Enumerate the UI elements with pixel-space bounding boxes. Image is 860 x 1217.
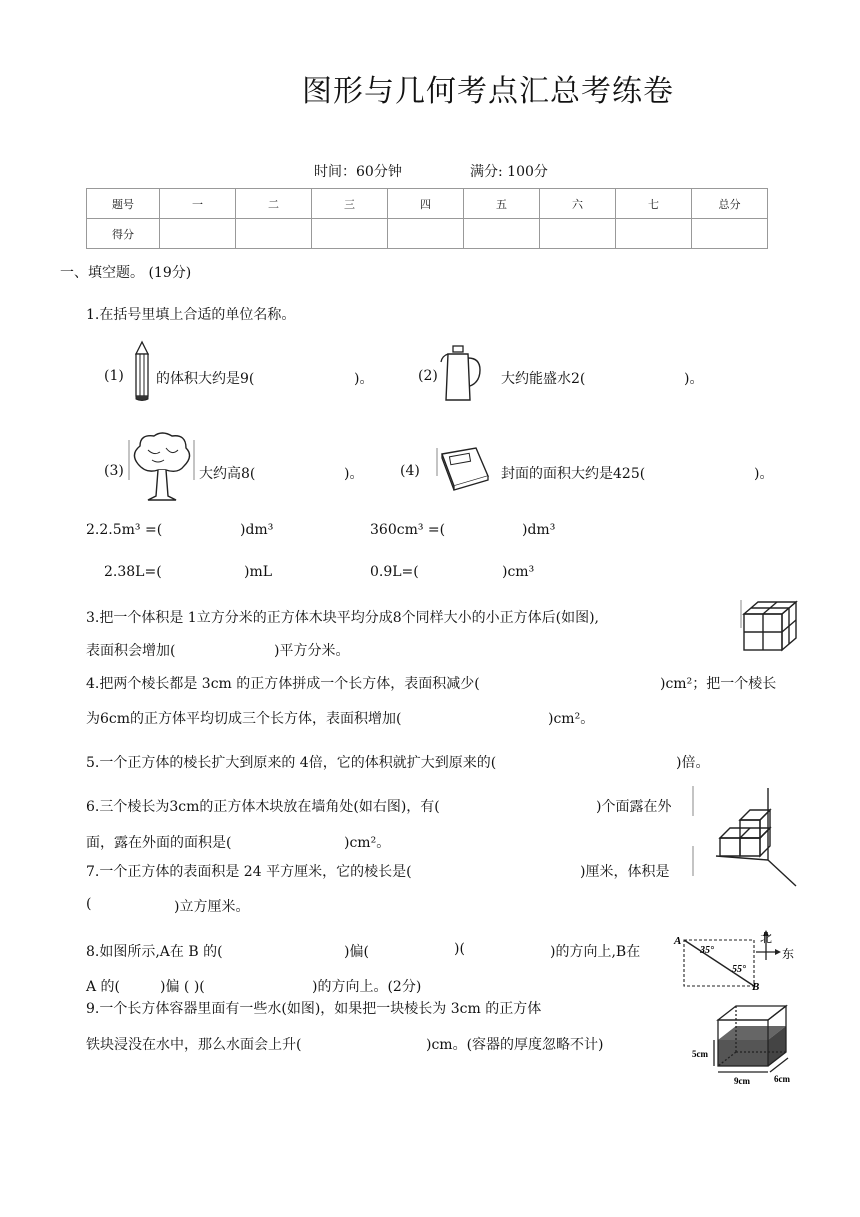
- height-label: 5cm: [692, 1049, 708, 1059]
- header-cell: 三: [312, 189, 388, 219]
- corner-cubes-icon: [690, 786, 800, 888]
- q2b2-end: )cm³: [502, 564, 535, 580]
- q1d-number: (4): [400, 463, 420, 479]
- score-table: [86, 188, 768, 249]
- q8-line1-c: )(: [454, 941, 465, 957]
- score-cell[interactable]: [464, 219, 540, 249]
- q5-end: )倍。: [676, 755, 710, 771]
- point-a-label: A: [674, 935, 682, 947]
- north-label: 北: [760, 931, 773, 945]
- tree-icon: [128, 430, 196, 504]
- direction-diagram: [670, 926, 800, 992]
- q6-line2: 面，露在外面的面积是(: [86, 835, 232, 851]
- water-container-diagram: [690, 1000, 800, 1090]
- q8-line2-b: )偏 ( )(: [160, 979, 205, 995]
- header-cell: 四: [388, 189, 464, 219]
- q4-line2-end: )cm²。: [548, 711, 595, 727]
- score-table-row: [87, 219, 768, 249]
- q3-line1: 3.把一个体积是 1立方分米的正方体木块平均分成8个同样大小的小正方体后(如图),: [86, 610, 599, 626]
- point-b-label: B: [752, 981, 760, 992]
- row-label: 得分: [87, 219, 160, 249]
- q5-text: 5.一个正方体的棱长扩大到原来的 4倍，它的体积就扩大到原来的(: [86, 755, 497, 771]
- q6-line1: 6.三个棱长为3cm的正方体木块放在墙角处(如右图)，有(: [86, 799, 440, 815]
- q1c-number: (3): [104, 463, 124, 479]
- angle-55-label: 55°: [732, 964, 746, 975]
- q8-line1-d: )的方向上,B在: [550, 944, 641, 960]
- q1b-end: )。: [684, 371, 704, 387]
- score-table-header: [87, 189, 768, 219]
- q8-line2-c: )的方向上。(2分): [312, 979, 422, 995]
- q7-line2-end: )立方厘米。: [174, 899, 250, 915]
- q1a-end: )。: [354, 371, 374, 387]
- q6-line2-end: )cm²。: [344, 835, 391, 851]
- q3-line2-end: )平方分米。: [274, 643, 350, 659]
- east-label: 东: [782, 947, 795, 961]
- q1b-number: (2): [418, 368, 438, 384]
- q1c-text: 大约高8(: [199, 466, 256, 482]
- q2a2-text: 360cm³ =(: [370, 522, 446, 538]
- book-box-icon: [436, 446, 490, 492]
- q2b1-end: )mL: [244, 564, 273, 580]
- q1c-end: )。: [344, 466, 364, 482]
- q8-line1-b: )偏(: [344, 944, 369, 960]
- q1b-text: 大约能盛水2(: [501, 371, 586, 387]
- q8-line1: 8.如图所示,A在 B 的(: [86, 944, 223, 960]
- section-heading: 一、填空题。 (19分): [60, 265, 192, 281]
- score-cell[interactable]: [236, 219, 312, 249]
- kettle-icon: [440, 344, 484, 404]
- score-cell[interactable]: [692, 219, 768, 249]
- header-cell: 五: [464, 189, 540, 219]
- q6-line1-end: )个面露在外: [596, 799, 672, 815]
- score-cell[interactable]: [160, 219, 236, 249]
- header-cell: 二: [236, 189, 312, 219]
- q7-line2: (: [86, 896, 92, 912]
- q1a-number: (1): [104, 368, 124, 384]
- q3-line2: 表面积会增加(: [86, 643, 176, 659]
- score-cell[interactable]: [540, 219, 616, 249]
- q1a-text: 的体积大约是9(: [156, 371, 255, 387]
- q2b2-text: 0.9L=(: [370, 564, 419, 580]
- q9-line1: 9.一个长方体容器里面有一些水(如图)，如果把一块棱长为 3cm 的正方体: [86, 1001, 542, 1017]
- cube-8-pieces-icon: [740, 598, 800, 654]
- page-title: 图形与几何考点汇总考练卷: [302, 74, 674, 109]
- q9-line2-end: )cm。(容器的厚度忽略不计): [426, 1037, 604, 1053]
- score-cell[interactable]: [388, 219, 464, 249]
- header-cell: 题号: [87, 189, 160, 219]
- score-cell[interactable]: [616, 219, 692, 249]
- q2a1-end: )dm³: [240, 522, 274, 538]
- angle-35-label: 35°: [700, 945, 714, 956]
- q8-line2: A 的(: [86, 979, 121, 995]
- q4-line1-end: )cm²；把一个棱长: [660, 676, 777, 692]
- q4-line2: 为6cm的正方体平均切成三个长方体，表面积增加(: [86, 711, 402, 727]
- q1-text: 1.在括号里填上合适的单位名称。: [86, 307, 296, 323]
- q4-line1: 4.把两个棱长都是 3cm 的正方体拼成一个长方体，表面积减少(: [86, 676, 480, 692]
- q9-line2: 铁块浸没在水中，那么水面会上升(: [86, 1037, 302, 1053]
- header-cell: 一: [160, 189, 236, 219]
- width-label: 9cm: [734, 1076, 750, 1086]
- header-cell: 六: [540, 189, 616, 219]
- q1d-end: )。: [754, 466, 774, 482]
- exam-time: 时间：60分钟: [314, 164, 402, 180]
- q2a1-text: 2.2.5m³ =(: [86, 522, 163, 538]
- q2b1-text: 2.38L=(: [104, 564, 162, 580]
- full-score: 满分: 100分: [470, 164, 548, 180]
- score-cell[interactable]: [312, 219, 388, 249]
- q7-line1-end: )厘米，体积是: [580, 864, 670, 880]
- q2a2-end: )dm³: [522, 522, 556, 538]
- pencil-icon: [129, 340, 155, 402]
- header-cell: 七: [616, 189, 692, 219]
- header-cell: 总分: [692, 189, 768, 219]
- depth-label: 6cm: [774, 1074, 790, 1084]
- q7-line1: 7.一个正方体的表面积是 24 平方厘米，它的棱长是(: [86, 864, 412, 880]
- q1d-text: 封面的面积大约是425(: [501, 466, 646, 482]
